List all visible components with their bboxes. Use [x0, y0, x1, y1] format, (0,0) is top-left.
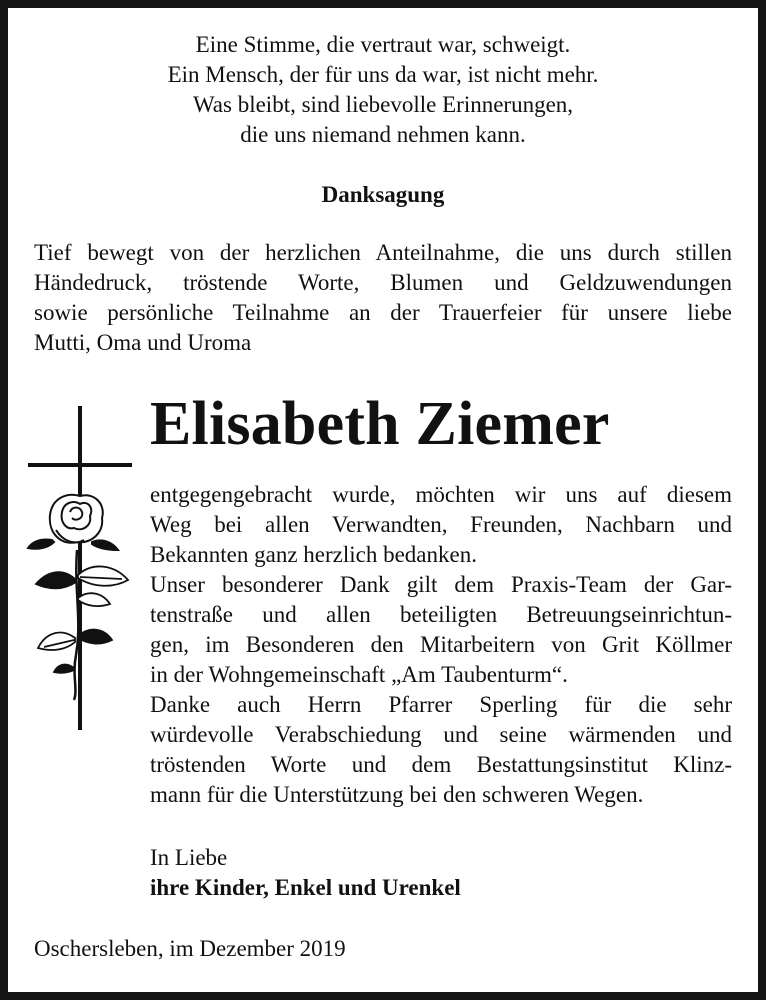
place-date: Oschersleben, im Dezember 2019 [34, 936, 346, 961]
poem-line: Was bleibt, sind liebevolle Erinnerungen, [192, 92, 574, 117]
body-line: würdevolle Verabschiedung und seine wärmenden und [150, 722, 732, 747]
intro-line: Mutti, Oma und Uroma [34, 330, 252, 355]
body-line: Weg bei allen Verwandten, Freunden, Nachbarn und [150, 512, 732, 537]
body-line: mann für die Unterstützung bei den schweren Wegen. [150, 782, 644, 807]
closing-signature: ihre Kinder, Enkel und Urenkel [150, 875, 461, 900]
poem-line: die uns niemand nehmen kann. [240, 122, 526, 147]
intro-line: Händedruck, tröstende Worte, Blumen und Geldzuwendungen [34, 270, 732, 295]
body-line: Unser besonderer Dank gilt dem Praxis-Team der Gar- [150, 572, 732, 597]
poem-line: Eine Stimme, die vertraut war, schweigt. [195, 32, 571, 57]
poem [0, 30, 766, 150]
body-paragraph [150, 480, 732, 810]
body-line: Danke auch Herrn Pfarrer Sperling für die sehr [150, 692, 732, 717]
body-line: entgegengebracht wurde, möchten wir uns auf diesem [150, 482, 732, 507]
heading: Danksagung [321, 182, 445, 207]
deceased-name: Elisabeth Ziemer [150, 390, 610, 458]
body-line: tenstraße und allen beteiligten Betreuungseinrichtun- [150, 602, 732, 627]
body-line: in der Wohngemeinschaft „Am Taubenturm“. [150, 662, 568, 687]
body-line: gen, im Besonderen den Mitarbeitern von Grit Köllmer [150, 632, 732, 657]
cross-with-rose-icon [22, 400, 134, 737]
body-line: tröstenden Worte und dem Bestattungsinstitut Klinz- [150, 752, 732, 777]
intro-line: Tief bewegt von der herzlichen Anteilnahme, die uns durch stillen [34, 240, 732, 265]
body-line: Bekannten ganz herzlich bedanken. [150, 542, 477, 567]
poem-line: Ein Mensch, der für uns da war, ist nicht mehr. [167, 62, 599, 87]
intro-paragraph [34, 238, 732, 358]
intro-line: sowie persönliche Teilnahme an der Trauerfeier für unsere liebe [34, 300, 732, 325]
closing-greeting: In Liebe [150, 845, 228, 870]
